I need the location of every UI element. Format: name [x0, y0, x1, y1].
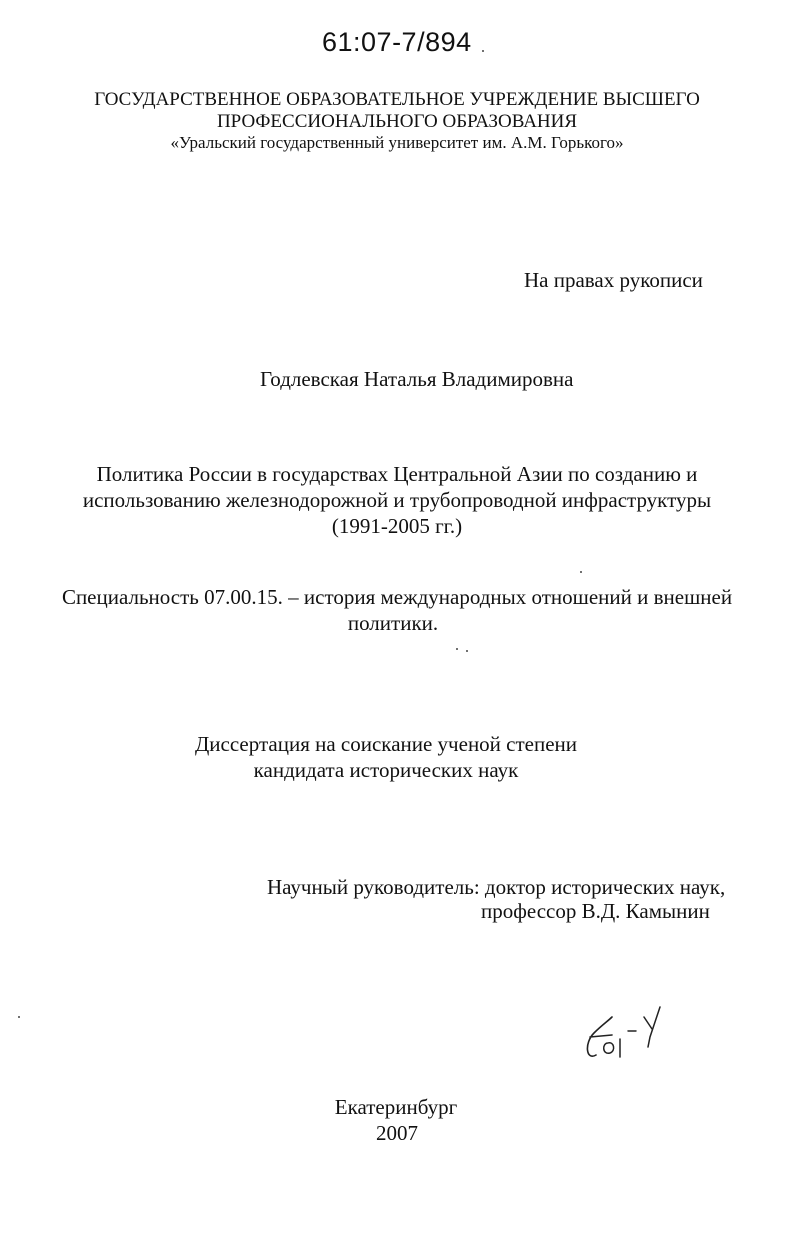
specialty-block: [0, 584, 794, 636]
institution-line-2: ПРОФЕССИОНАЛЬНОГО ОБРАЗОВАНИЯ: [216, 111, 578, 132]
institution-block: [0, 89, 794, 133]
scan-speck: [466, 650, 468, 652]
title-line-3: (1991-2005 гг.): [331, 514, 463, 538]
university-name: «Уральский государственный университет им. А.М. Горького»: [170, 133, 624, 152]
year: 2007: [376, 1121, 418, 1145]
supervisor-line-1: Научный руководитель: доктор исторических наук,: [267, 875, 726, 899]
degree-block: [0, 731, 794, 783]
degree-line-2: кандидата исторических наук: [253, 758, 519, 782]
scan-speck: [456, 648, 458, 650]
place-and-year: [0, 1094, 794, 1146]
specialty-line-1: Специальность 07.00.15. – история международных отношений и внешней: [61, 585, 733, 609]
handwritten-signature: [578, 1003, 668, 1063]
scan-speck: [482, 50, 484, 52]
specialty-line-2: политики.: [347, 611, 439, 635]
catalog-number: 61:07-7/894: [322, 27, 472, 57]
scan-speck: [580, 571, 582, 573]
title-line-2: использованию железнодорожной и трубопроводной инфраструктуры: [82, 488, 712, 512]
city-name: Екатеринбург: [334, 1095, 458, 1119]
dissertation-title: [0, 461, 794, 539]
manuscript-rights-note: На правах рукописи: [524, 268, 703, 292]
supervisor-line-2: профессор В.Д. Камынин: [481, 899, 710, 923]
title-line-1: Политика России в государствах Центральной Азии по созданию и: [96, 462, 698, 486]
author-name: Годлевская Наталья Владимировна: [260, 367, 574, 391]
degree-line-1: Диссертация на соискание ученой степени: [194, 732, 578, 756]
institution-line-1: ГОСУДАРСТВЕННОЕ ОБРАЗОВАТЕЛЬНОЕ УЧРЕЖДЕНИЕ ВЫСШЕГО: [94, 89, 700, 110]
scan-speck: [18, 1016, 20, 1018]
